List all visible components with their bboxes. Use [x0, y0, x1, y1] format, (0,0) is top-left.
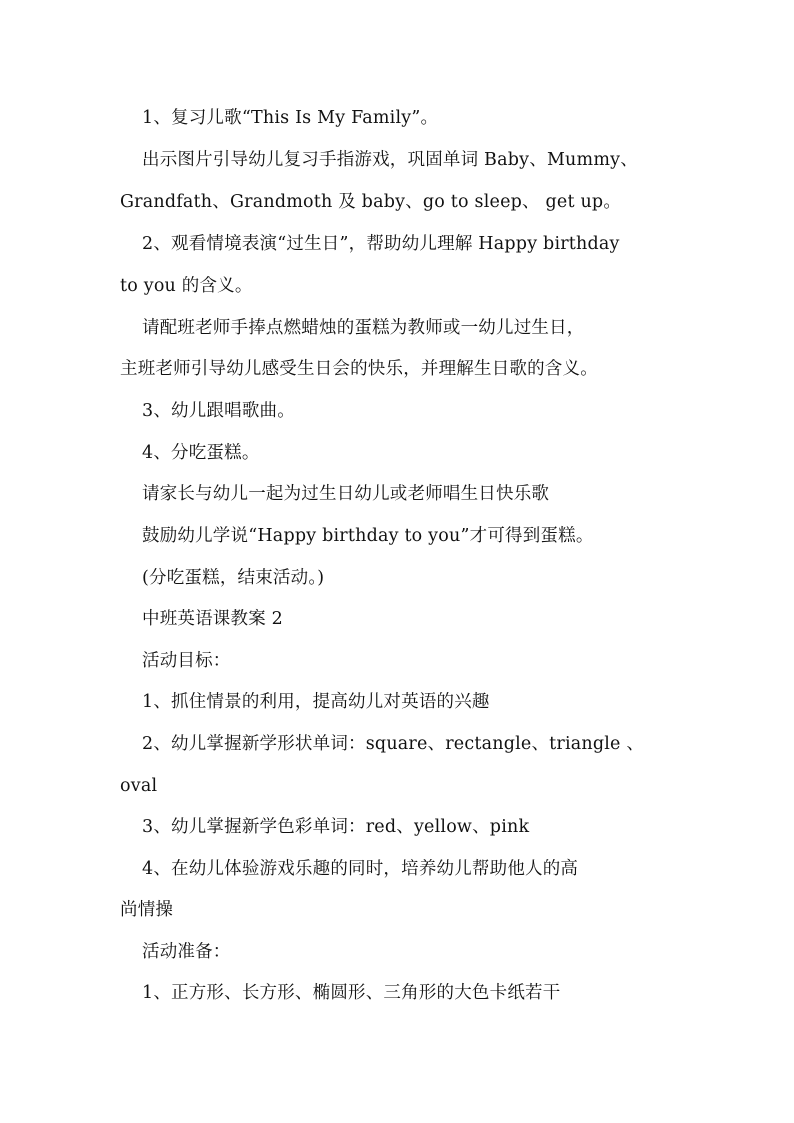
text-line: 3、幼儿掌握新学色彩单词：red、yellow、pink: [142, 817, 530, 837]
text-line: 1、抓住情景的利用，提高幼儿对英语的兴趣: [142, 692, 490, 712]
text-line: to you 的含义。: [120, 276, 253, 296]
text-line: 主班老师引导幼儿感受生日会的快乐，并理解生日歌的含义。: [120, 359, 598, 379]
text-line: (分吃蛋糕，结束活动。): [142, 568, 325, 588]
text-line: Grandfath、Grandmoth 及 baby、go to sleep、 get up。: [120, 192, 622, 212]
text-line: 请配班老师手捧点燃蜡烛的蛋糕为教师或一幼儿过生日，: [142, 318, 585, 338]
text-line: 3、幼儿跟唱歌曲。: [142, 401, 295, 421]
text-line: 尚情操: [120, 900, 174, 920]
text-line: oval: [120, 776, 158, 796]
text-line: 活动目标：: [142, 651, 231, 671]
text-line: 2、观看情境表演“过生日”，帮助幼儿理解 Happy birthday: [142, 234, 620, 254]
text-line: 中班英语课教案 2: [142, 609, 283, 629]
text-line: 4、在幼儿体验游戏乐趣的同时，培养幼儿帮助他人的高: [142, 859, 579, 879]
text-line: 请家长与幼儿一起为过生日幼儿或老师唱生日快乐歌: [142, 484, 550, 504]
text-line: 鼓励幼儿学说“Happy birthday to you”才可得到蛋糕。: [142, 526, 594, 546]
text-line: 出示图片引导幼儿复习手指游戏，巩固单词 Baby、Mummy、: [142, 150, 638, 170]
text-line: 4、分吃蛋糕。: [142, 443, 260, 463]
text-line: 活动准备：: [142, 942, 231, 962]
text-line: 1、正方形、长方形、椭圆形、三角形的大色卡纸若干: [142, 983, 561, 1003]
text-line: 2、幼儿掌握新学形状单词：square、rectangle、triangle 、: [142, 734, 645, 754]
text-line: 1、复习儿歌“This Is My Family”。: [142, 108, 439, 128]
